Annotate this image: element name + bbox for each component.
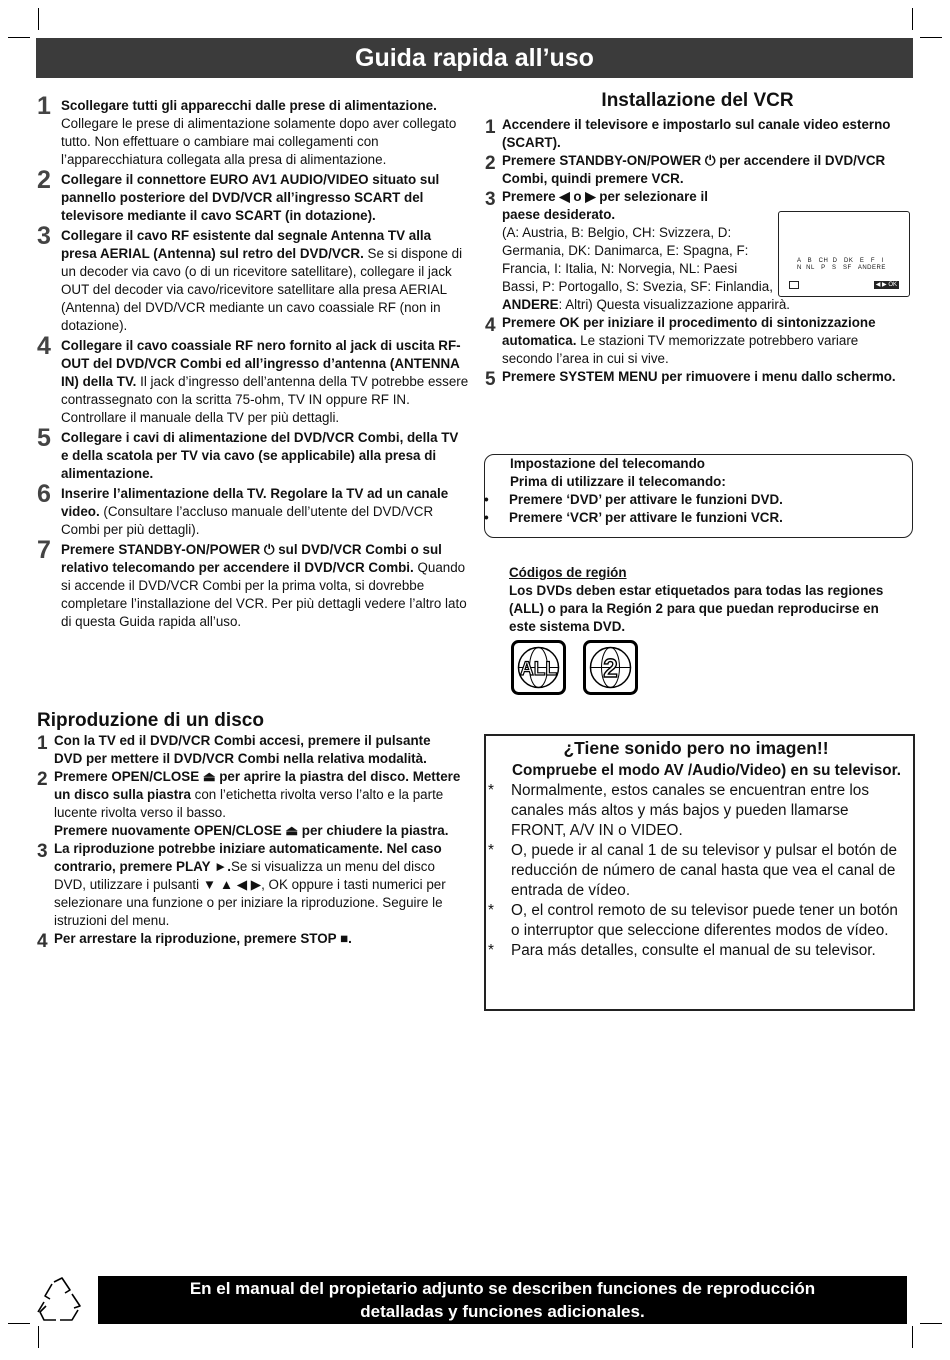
setup-step bbox=[37, 332, 469, 427]
playback-section bbox=[37, 710, 462, 952]
region-title: Códigos de región bbox=[509, 565, 627, 580]
step-text: Se si visualizza un menu del disco DVD, utilizzare i pulsanti ▼ ▲ ◀ ▶, OK oppure i tasti numerici per selezionare una funzione o per iniziare la riproduzione. Seguire le istruzioni del menu. bbox=[54, 859, 446, 928]
setup-step bbox=[37, 536, 469, 631]
setup-step bbox=[37, 480, 469, 539]
step-bold: Collegare il cavo coassiale RF nero fornito al jack di uscita RF-OUT del DVD/VCR Combi ed all’ingresso d’antenna (ANTENNA IN) della TV. bbox=[61, 338, 461, 389]
step-number: 6 bbox=[37, 480, 51, 508]
step-number: 4 bbox=[37, 332, 51, 360]
region-logo-text: 2 bbox=[603, 653, 618, 683]
step-number: 5 bbox=[485, 369, 496, 390]
step-number: 1 bbox=[485, 117, 496, 138]
bullet-icon: • bbox=[484, 510, 489, 525]
vcr-title: Installazione del VCR bbox=[601, 90, 794, 111]
step-bold: Premere ◀ o ▶ per selezionare il paese desiderato. bbox=[502, 189, 708, 222]
setup-step bbox=[37, 92, 469, 169]
country-line: Germania, DK: Danimarca, E: Spagna, F: bbox=[502, 243, 749, 258]
list-item bbox=[486, 841, 906, 901]
step-number: 7 bbox=[37, 536, 51, 564]
region-text: Los DVDs deben estar etiquetados para todas las regiones (ALL) o para la Región 2 para que puedan reproducirse en este sistema DVD. bbox=[509, 583, 884, 634]
tv-screen-tag: ◀ ▶ OK bbox=[875, 282, 897, 288]
crop-mark bbox=[912, 1326, 913, 1348]
page-title: Guida rapida all’uso bbox=[36, 38, 913, 78]
step-bold: Premere STANDBY-ON/POWER ⏻ sul DVD/VCR Combi o sul relativo telecomando per accendere il DVD/VCR Combi. bbox=[61, 542, 442, 575]
footer-banner bbox=[98, 1276, 907, 1324]
setup-steps bbox=[37, 93, 469, 631]
vcr-step bbox=[485, 116, 910, 152]
crop-mark bbox=[920, 37, 942, 38]
footer-line: En el manual del propietario adjunto se describen funciones de reproducción bbox=[189, 1279, 816, 1298]
sound-box-lead: Compruebe el modo AV /Audio/Video) en su televisor. bbox=[512, 762, 902, 779]
country-line: Francia, I: Italia, N: Norvegia, NL: Paesi bbox=[502, 261, 738, 276]
region-2-logo bbox=[583, 640, 638, 695]
vcr-step bbox=[485, 188, 732, 224]
region-codes bbox=[509, 564, 889, 636]
step-number: 2 bbox=[37, 769, 48, 790]
step-number: 5 bbox=[37, 424, 51, 452]
step-bold: Premere STANDBY-ON/POWER ⏻ per accendere il DVD/VCR Combi, quindi premere VCR. bbox=[502, 153, 886, 186]
step-bold: Collegare i cavi di alimentazione del DVD/VCR Combi, della TV e della scatola per TV via cavo (se applicabile) alla presa di alimentazione. bbox=[61, 430, 459, 481]
crop-mark bbox=[8, 1323, 30, 1324]
step-number: 4 bbox=[485, 315, 496, 336]
step-number: 4 bbox=[37, 931, 48, 952]
step-bold: Premere OK per iniziare il procedimento di sintonizzazione automatica. bbox=[502, 315, 876, 348]
footer-line: detalladas y funciones adicionales. bbox=[360, 1302, 645, 1321]
list-item-text: Normalmente, estos canales se encuentran entre los canales más altos y más bajos y pueden llamarse FRONT, A/V IN o VIDEO. bbox=[511, 782, 869, 839]
step-bold: Premere nuovamente OPEN/CLOSE ⏏ per chiudere la piastra. bbox=[54, 823, 449, 838]
remote-box-subtitle: Prima di utilizzare il telecomando: bbox=[510, 474, 726, 489]
remote-box bbox=[484, 454, 913, 538]
step-text: Le stazioni TV memorizzate potrebbero variare secondo l’area in cui si vive. bbox=[502, 333, 859, 366]
list-item bbox=[486, 781, 906, 841]
setup-step bbox=[37, 166, 469, 225]
tv-screen-row: N NL P S SF ANDERE bbox=[797, 265, 886, 271]
step-bold: Collegare il connettore EURO AV1 AUDIO/VIDEO situato sul pannello posteriore del DVD/VCR all’ingresso SCART del televisore mediante il cavo SCART (in dotazione). bbox=[61, 172, 440, 223]
crop-mark bbox=[920, 1323, 942, 1324]
vcr-step bbox=[485, 152, 910, 188]
vcr-step bbox=[485, 314, 910, 368]
tv-screen-icon bbox=[789, 281, 799, 289]
playback-step bbox=[37, 840, 462, 930]
sound-box-title: ¿Tiene sonido pero no imagen!! bbox=[563, 738, 829, 758]
playback-step bbox=[37, 930, 462, 952]
step-number: 3 bbox=[485, 189, 496, 210]
step-number: 2 bbox=[37, 166, 51, 194]
region-logo-text: ALL bbox=[520, 659, 557, 680]
step-bold: Con la TV ed il DVD/VCR Combi accesi, premere il pulsante DVD per mettere il DVD/VCR Combi nella relativa modalità. bbox=[54, 733, 431, 766]
list-item bbox=[484, 509, 905, 527]
remote-box-title: Impostazione del telecomando bbox=[510, 456, 705, 471]
step-bold: Per arrestare la riproduzione, premere STOP ■. bbox=[54, 931, 352, 946]
step-number: 3 bbox=[37, 841, 48, 862]
crop-mark bbox=[38, 1326, 39, 1348]
step-number: 1 bbox=[37, 733, 48, 754]
asterisk-icon: * bbox=[488, 902, 494, 919]
playback-step bbox=[37, 732, 462, 768]
asterisk-icon: * bbox=[488, 782, 494, 799]
list-item-text: Para más detalles, consulte el manual de su televisor. bbox=[511, 942, 876, 959]
step-bold: La riproduzione potrebbe iniziare automaticamente. Nel caso contrario, premere PLAY ►. bbox=[54, 841, 442, 874]
tv-screen-row: A B CH D DK E F I bbox=[797, 258, 884, 264]
step-text: (Consultare l’accluso manuale dell’utente del DVD/VCR Combi per più dettagli). bbox=[61, 504, 434, 537]
list-item-text: Premere ‘DVD’ per attivare le funzioni DVD. bbox=[509, 492, 783, 507]
recycle-icon bbox=[36, 1276, 88, 1324]
step-bold: Scollegare tutti gli apparecchi dalle prese di alimentazione. bbox=[61, 98, 437, 113]
asterisk-icon: * bbox=[488, 842, 494, 859]
list-item-text: O, el control remoto de su televisor puede tener un botón o interruptor que seleccione diferentes modos de vídeo. bbox=[511, 902, 898, 939]
crop-mark bbox=[912, 8, 913, 30]
step-text: Se si dispone di un decoder via cavo (o di un ricevitore satellitare), collegare il jack OUT del decoder via cavo/ricevitore satellitare alla presa AERIAL (Antenna) del DVD/VCR mediante un cavo coassiale RF (non in dotazione). bbox=[61, 246, 463, 333]
crop-mark bbox=[8, 37, 30, 38]
crop-mark bbox=[38, 8, 39, 30]
list-item bbox=[486, 941, 906, 961]
step-bold: Premere SYSTEM MENU per rimuovere i menu dallo schermo. bbox=[502, 369, 896, 384]
list-item-text: O, puede ir al canal 1 de su televisor y pulsar el botón de reducción de número de canal hasta que vea el canal de entrada de vídeo. bbox=[511, 842, 898, 899]
asterisk-icon: * bbox=[488, 942, 494, 959]
playback-step bbox=[37, 768, 462, 840]
step-number: 3 bbox=[37, 222, 51, 250]
step-bold: Premere OPEN/CLOSE ⏏ per aprire la piastra del disco. Mettere un disco sulla piastra bbox=[54, 769, 461, 802]
sound-box bbox=[484, 734, 915, 1011]
step-text: Il jack d’ingresso dell’antenna della TV potrebbe essere contrassegnato con la scritta 75-ohm, TV IN oppure RF IN. Controllare il manuale della TV per più dettagli. bbox=[61, 374, 469, 425]
country-line: ANDERE bbox=[502, 297, 559, 312]
country-line: : Altri) Questa visualizzazione apparirà. bbox=[558, 297, 791, 312]
country-line: (A: Austria, B: Belgio, CH: Svizzera, D: bbox=[502, 225, 732, 240]
list-item bbox=[486, 901, 906, 941]
step-text: Quando si accende il DVD/VCR Combi per la prima volta, si dovrebbe completare l’installazione del VCR. Per più dettagli vedere l’altro lato di questa Guida rapida all’uso. bbox=[61, 560, 467, 629]
step-bold: Accendere il televisore e impostarlo sul canale video esterno (SCART). bbox=[502, 117, 891, 150]
bullet-icon: • bbox=[484, 492, 489, 507]
step-bold: Collegare il cavo RF esistente dal segnale Antenna TV alla presa AERIAL (Antenna) sul retro del DVD/VCR. bbox=[61, 228, 432, 261]
step-text: Collegare le prese di alimentazione solamente dopo aver collegato tutto. Non effettuare o cambiare mai collegamenti con l’apparecchiatura collegata alla presa di alimentazione. bbox=[61, 116, 457, 167]
setup-step bbox=[37, 424, 469, 483]
playback-title: Riproduzione di un disco bbox=[37, 710, 264, 731]
tv-screen-illustration bbox=[778, 211, 910, 297]
step-number: 2 bbox=[485, 153, 496, 174]
list-item-text: Premere ‘VCR’ per attivare le funzioni VCR. bbox=[509, 510, 783, 525]
list-item bbox=[484, 491, 905, 509]
step-text: con l’etichetta rivolta verso l’alto e la parte lucente rivolta verso il basso. bbox=[54, 787, 444, 820]
sound-box-content bbox=[486, 736, 906, 961]
step-bold: Inserire l’alimentazione della TV. Regolare la TV ad un canale video. bbox=[61, 486, 449, 519]
setup-step bbox=[37, 222, 469, 335]
step-number: 1 bbox=[37, 92, 51, 120]
vcr-step bbox=[485, 368, 910, 390]
region-all-logo bbox=[511, 640, 566, 695]
country-line: Bassi, P: Portogallo, S: Svezia, SF: Finlandia, bbox=[502, 279, 773, 294]
